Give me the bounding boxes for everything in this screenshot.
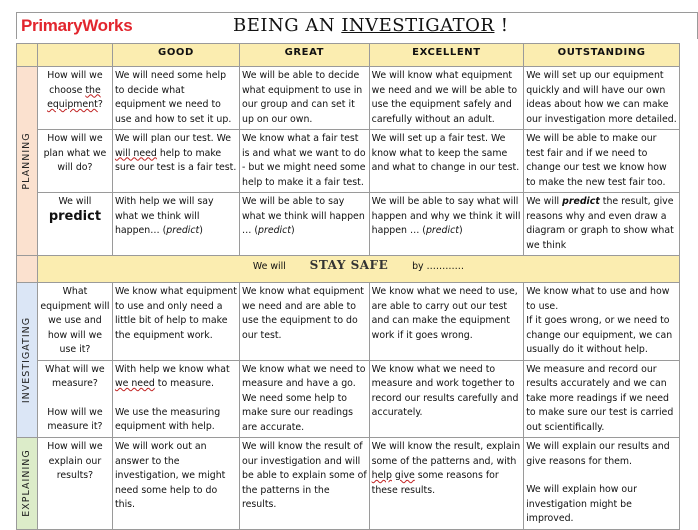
excellent-cell: We will know the result, explain some of the patterns and, with help give some reasons for these results. bbox=[369, 438, 524, 530]
good-cell: We know what equipment to use and only need a little bit of help to make the equipment work. bbox=[112, 283, 239, 361]
outstanding-cell: We will predict the result, give reasons why and even draw a diagram or graph to show what we think bbox=[524, 193, 680, 256]
title-bar bbox=[16, 12, 698, 39]
stay-safe-row bbox=[17, 256, 680, 283]
question-cell: How will we plan what we will do? bbox=[37, 130, 112, 193]
good-cell: We will plan our test. We will need help to make sure our test is a fair test. bbox=[112, 130, 239, 193]
excellent-cell: We will be able to say what will happen and why we think it will happen … (predict) bbox=[369, 193, 524, 256]
column-header-row bbox=[17, 44, 680, 67]
corner-cell bbox=[17, 44, 38, 67]
page-title: BEING AN INVESTIGATOR ! bbox=[233, 15, 509, 36]
table-row bbox=[17, 283, 680, 361]
question-cell: How will we choose the equipment? bbox=[37, 67, 112, 130]
stage-investigating: INVESTIGATING bbox=[17, 283, 38, 438]
outstanding-cell: We know what to use and how to use. If it goes wrong, or we need to change our equipment, we can usually do it without help. bbox=[524, 283, 680, 361]
question-cell: We will predict bbox=[37, 193, 112, 256]
excellent-cell: We will know what equipment we need and we will be able to use the equipment safely and carefully without an adult. bbox=[369, 67, 524, 130]
great-cell: We know what equipment we need and are able to use the equipment to do our test. bbox=[240, 283, 370, 361]
great-cell: We know what we need to measure and have a go. We need some help to make sure our readings are accurate. bbox=[240, 360, 370, 438]
question-cell: What equipment will we use and how will we use it? bbox=[37, 283, 112, 361]
good-cell: We will need some help to decide what equipment we need to use and how to set it up. bbox=[112, 67, 239, 130]
great-cell: We will be able to decide what equipment to use in our group and can set it up on our own. bbox=[240, 67, 370, 130]
column-header-good: GOOD bbox=[112, 44, 239, 67]
great-cell: We know what a fair test is and what we want to do - but we might need some help to make it a fair test. bbox=[240, 130, 370, 193]
excellent-cell: We will set up a fair test. We know what to keep the same and what to change in our test. bbox=[369, 130, 524, 193]
table-row bbox=[17, 130, 680, 193]
question-cell: What will we measure? How will we measure it? bbox=[37, 360, 112, 438]
question-cell: How will we explain our results? bbox=[37, 438, 112, 530]
stage-explaining: EXPLAINING bbox=[17, 438, 38, 530]
great-cell: We will know the result of our investigation and will be able to explain some of the patterns in the results. bbox=[240, 438, 370, 530]
column-header-outstanding: OUTSTANDING bbox=[524, 44, 680, 67]
rubric-table bbox=[16, 43, 680, 530]
excellent-cell: We know what we need to use, are able to carry out our test and can make the equipment work if it goes wrong. bbox=[369, 283, 524, 361]
table-row bbox=[17, 67, 680, 130]
outstanding-cell: We measure and record our results accurately and we can take more readings if we need to make sure our test is carried out scientifically. bbox=[524, 360, 680, 438]
table-row bbox=[17, 193, 680, 256]
table-row bbox=[17, 438, 680, 530]
good-cell: With help we will say what we think will happen… (predict) bbox=[112, 193, 239, 256]
table-row bbox=[17, 360, 680, 438]
brand-logo: PrimaryWorks bbox=[21, 16, 133, 35]
good-cell: We will work out an answer to the investigation, we might need some help to do this. bbox=[112, 438, 239, 530]
great-cell: We will be able to say what we think will happen … (predict) bbox=[240, 193, 370, 256]
stage-planning: PLANNING bbox=[17, 67, 38, 256]
excellent-cell: We know what we need to measure and work together to record our results carefully and accurately. bbox=[369, 360, 524, 438]
outstanding-cell: We will explain our results and give reasons for them. We will explain how our investigation might be improved. bbox=[524, 438, 680, 530]
outstanding-cell: We will set up our equipment quickly and will have our own ideas about how we can make our investigation more detailed. bbox=[524, 67, 680, 130]
outstanding-cell: We will be able to make our test fair and if we need to change our test we know how to make the new test fair too. bbox=[524, 130, 680, 193]
corner-cell bbox=[37, 44, 112, 67]
column-header-great: GREAT bbox=[240, 44, 370, 67]
column-header-excellent: EXCELLENT bbox=[369, 44, 524, 67]
stay-safe-banner: We will STAY SAFE by ………… bbox=[37, 256, 679, 283]
stage-spacer bbox=[17, 256, 38, 283]
good-cell: With help we know what we need to measure. We use the measuring equipment with help. bbox=[112, 360, 239, 438]
